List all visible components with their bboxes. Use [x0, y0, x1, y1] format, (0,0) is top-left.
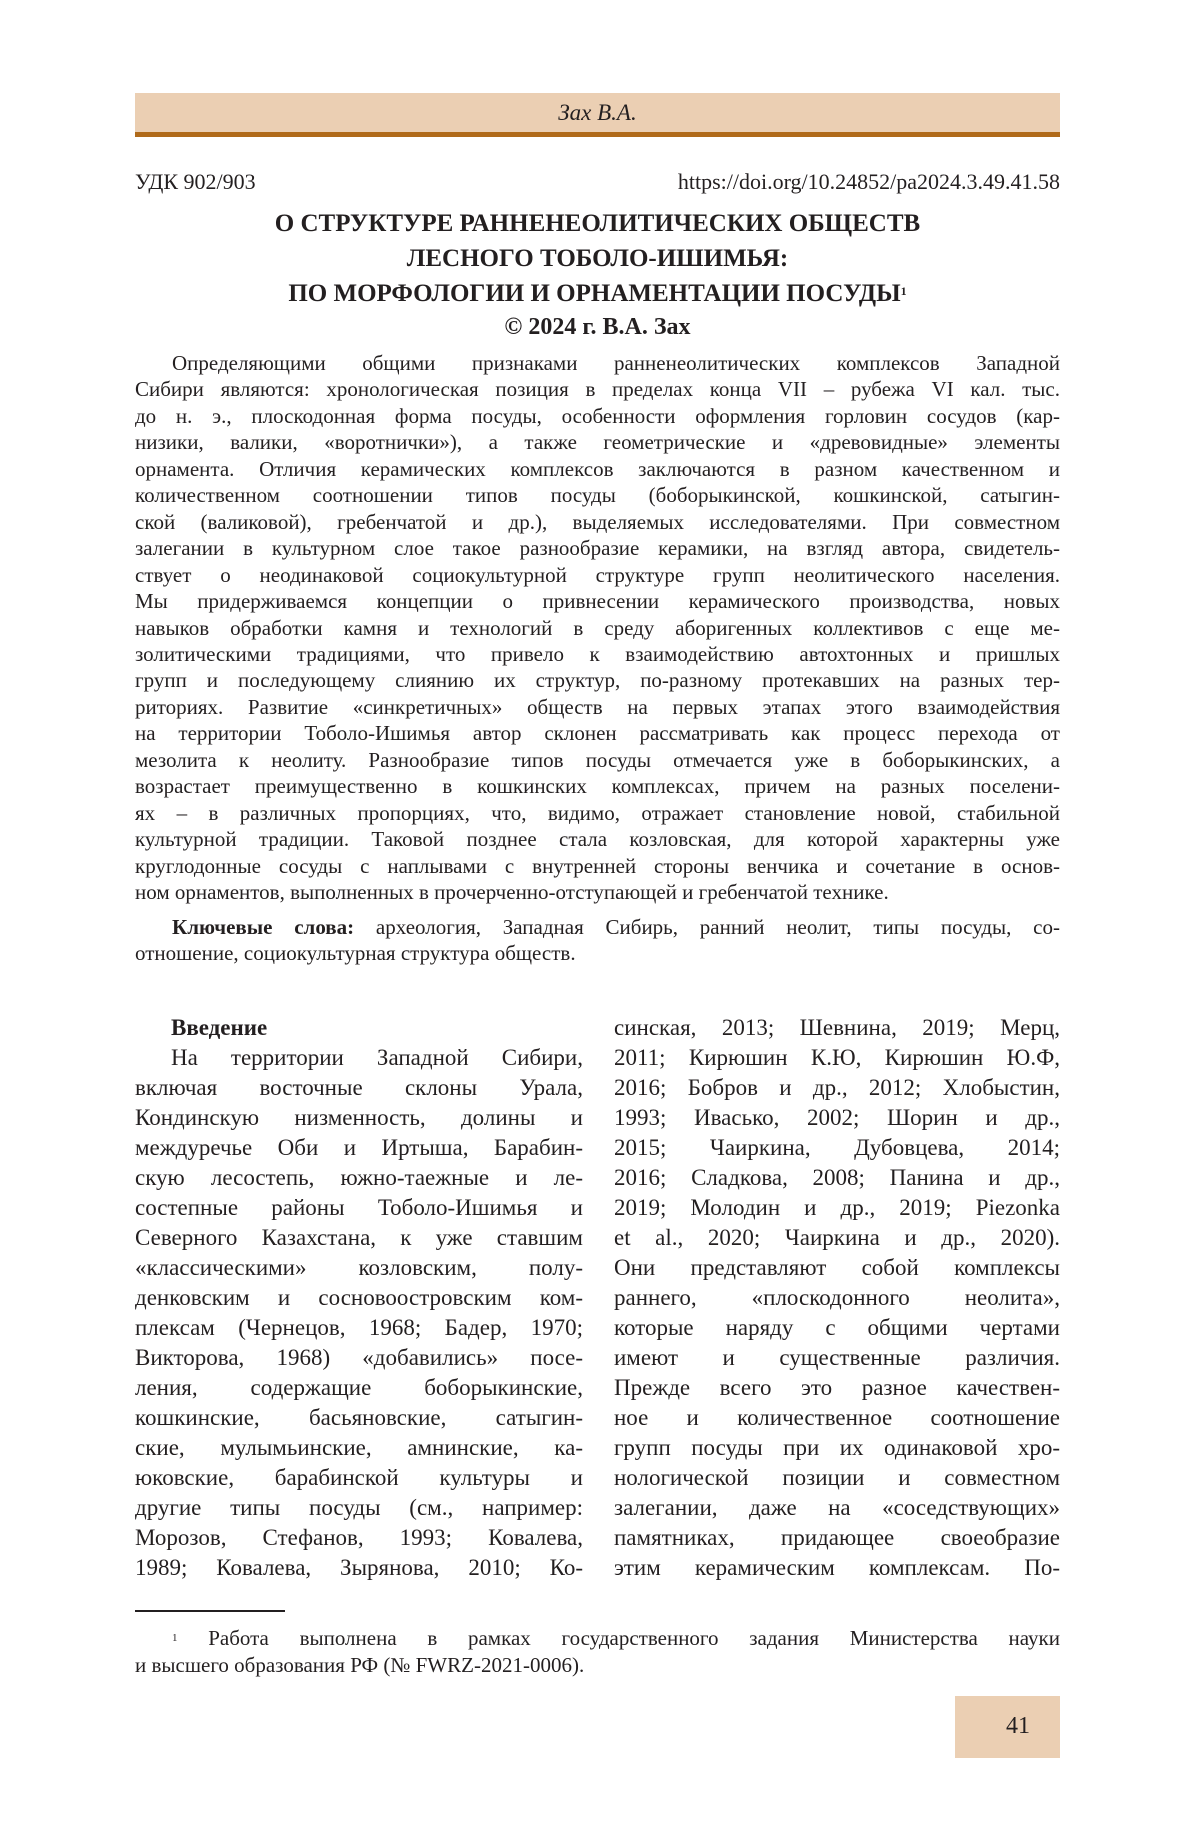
text-line: скую лесостепь, южно-таежные и ле-	[135, 1163, 583, 1193]
text-line: Они представляют собой комплексы	[614, 1253, 1060, 1283]
keywords-text: археология, Западная Сибирь, ранний неолит, типы посуды, со-	[354, 915, 1060, 939]
text-line: культурной традиции. Таковой позднее стала козловская, для которой характерны уже	[135, 826, 1060, 852]
text-line: залегании, даже на «соседствующих»	[614, 1493, 1060, 1523]
running-title: Зах В.А.	[135, 93, 1060, 132]
keywords-label: Ключевые слова:	[172, 915, 354, 939]
text-line: синская, 2013; Шевнина, 2019; Мерц,	[614, 1013, 1060, 1043]
text-line: орнамента. Отличия керамических комплексов заключаются в разном качественном и	[135, 456, 1060, 482]
footnote-line-1	[135, 1625, 1060, 1652]
text-line: et al., 2020; Чаиркина и др., 2020).	[614, 1223, 1060, 1253]
text-line: На территории Западной Сибири,	[135, 1043, 583, 1073]
text-line: памятниках, придающее своеобразие	[614, 1523, 1060, 1553]
text-line: Викторова, 1968) «добавились» посе-	[135, 1343, 583, 1373]
keywords-line-1	[135, 914, 1060, 940]
text-line: групп посуды при их одинаковой хро-	[614, 1433, 1060, 1463]
text-line: 2019; Молодин и др., 2019; Piezonka	[614, 1193, 1060, 1223]
text-line: 2016; Бобров и др., 2012; Хлобыстин,	[614, 1073, 1060, 1103]
article-title-line-1: О СТРУКТУРЕ РАННЕНЕОЛИТИЧЕСКИХ ОБЩЕСТВ	[135, 206, 1060, 241]
udk-code: УДК 902/903	[135, 169, 256, 195]
text-line: на территории Тоболо-Ишимья автор склонен рассматривать как процесс перехода от	[135, 720, 1060, 746]
text-line: возрастает преимущественно в кошкинских комплексах, причем на разных поселени-	[135, 773, 1060, 799]
text-line: навыков обработки камня и технологий в среду аборигенных коллективов с еще ме-	[135, 615, 1060, 641]
body-column-left	[135, 1013, 583, 1583]
title-text: ПО МОРФОЛОГИИ И ОРНАМЕНТАЦИИ ПОСУДЫ	[288, 280, 900, 307]
text-line: золитическими традициями, что привело к взаимодействию автохтонных и пришлых	[135, 641, 1060, 667]
text-line: залегании в культурном слое такое разнообразие керамики, на взгляд автора, свидетель-	[135, 535, 1060, 561]
text-line: «классическими» козловским, полу-	[135, 1253, 583, 1283]
text-line: состепные районы Тоболо-Ишимья и	[135, 1193, 583, 1223]
text-line: ствует о неодинаковой социокультурной структуре групп неолитического населения.	[135, 562, 1060, 588]
text-line: ские, мулымьинские, амнинские, ка-	[135, 1433, 583, 1463]
text-line: денковским и сосновоостровским ком-	[135, 1283, 583, 1313]
text-line: групп и последующему слиянию их структур, по-разному протекавших на разных тер-	[135, 667, 1060, 693]
keywords	[135, 914, 1060, 967]
footnote-line-2: и высшего образования РФ (№ FWRZ-2021-0006).	[135, 1652, 1060, 1679]
text-line: 2016; Сладкова, 2008; Панина и др.,	[614, 1163, 1060, 1193]
text-line: ном орнаментов, выполненных в прочерченно-отступающей и гребенчатой технике.	[135, 879, 1060, 905]
text-line: ления, содержащие боборыкинские,	[135, 1373, 583, 1403]
text-line: риториях. Развитие «синкретичных» обществ на первых этапах этого взаимодействия	[135, 694, 1060, 720]
footnote-mark: 1	[172, 1632, 178, 1644]
text-line: 2015; Чаиркина, Дубовцева, 2014;	[614, 1133, 1060, 1163]
text-line: кошкинские, басьяновские, сатыгин-	[135, 1403, 583, 1433]
running-header-rule	[135, 132, 1060, 137]
text-line: 1993; Ивасько, 2002; Шорин и др.,	[614, 1103, 1060, 1133]
text-line: включая восточные склоны Урала,	[135, 1073, 583, 1103]
article-title-line-2: ЛЕСНОГО ТОБОЛО-ИШИМЬЯ:	[135, 241, 1060, 276]
text-line: Морозов, Стефанов, 1993; Ковалева,	[135, 1523, 583, 1553]
text-line: которые наряду с общими чертами	[614, 1313, 1060, 1343]
text-line: 2011; Кирюшин К.Ю, Кирюшин Ю.Ф,	[614, 1043, 1060, 1073]
text-line: ской (валиковой), гребенчатой и др.), выделяемых исследователями. При совместном	[135, 509, 1060, 535]
text-line: до н. э., плоскодонная форма посуды, особенности оформления горловин сосудов (кар-	[135, 403, 1060, 429]
text-line: Прежде всего это разное качествен-	[614, 1373, 1060, 1403]
text-line: Определяющими общими признаками ранненеолитических комплексов Западной	[135, 350, 1060, 376]
text-line: междуречье Оби и Иртыша, Барабин-	[135, 1133, 583, 1163]
text-line: 1989; Ковалева, Зырянова, 2010; Ко-	[135, 1553, 583, 1583]
section-heading: Введение	[135, 1013, 583, 1043]
text-line: Кондинскую низменность, долины и	[135, 1103, 583, 1133]
text-line: Мы придерживаемся концепции о привнесении керамического производства, новых	[135, 588, 1060, 614]
text-line: плексам (Чернецов, 1968; Бадер, 1970;	[135, 1313, 583, 1343]
text-line: другие типы посуды (см., например:	[135, 1493, 583, 1523]
text-line: Сибири являются: хронологическая позиция в пределах конца VII – рубежа VI кал. тыс.	[135, 376, 1060, 402]
text-line: раннего, «плоскодонного неолита»,	[614, 1283, 1060, 1313]
text-line: ное и количественное соотношение	[614, 1403, 1060, 1433]
text-line: низики, валики, «воротнички»), а также геометрические и «древовидные» элементы	[135, 429, 1060, 455]
text-line: имеют и существенные различия.	[614, 1343, 1060, 1373]
body-column-right	[614, 1013, 1060, 1583]
text-line: количественном соотношении типов посуды (боборыкинской, кошкинской, сатыгин-	[135, 482, 1060, 508]
article-title-line-3	[135, 276, 1060, 311]
text-line: круглодонные сосуды с наплывами с внутренней стороны венчика и сочетание в основ-	[135, 853, 1060, 879]
copyright-author: © 2024 г. В.А. Зах	[135, 314, 1060, 341]
footnote-text: Работа выполнена в рамках государственного задания Министерства науки	[178, 1626, 1061, 1650]
page-number-box	[955, 1696, 1060, 1758]
footnote-divider	[135, 1610, 285, 1612]
page-number: 41	[1006, 1713, 1030, 1740]
text-line: Северного Казахстана, к уже ставшим	[135, 1223, 583, 1253]
text-line: этим керамическим комплексам. По-	[614, 1553, 1060, 1583]
footnote	[135, 1625, 1060, 1679]
text-line: ях – в различных пропорциях, что, видимо, отражает становление новой, стабильной	[135, 800, 1060, 826]
text-line: мезолита к неолиту. Разнообразие типов посуды отмечается уже в боборыкинских, а	[135, 747, 1060, 773]
footnote-ref[interactable]: 1	[901, 284, 907, 298]
text-line: юковские, барабинской культуры и	[135, 1463, 583, 1493]
doi-link[interactable]: https://doi.org/10.24852/pa2024.3.49.41.58	[678, 169, 1060, 195]
text-line: нологической позиции и совместном	[614, 1463, 1060, 1493]
keywords-line-2: отношение, социокультурная структура обществ.	[135, 940, 1060, 966]
abstract	[135, 350, 1060, 906]
